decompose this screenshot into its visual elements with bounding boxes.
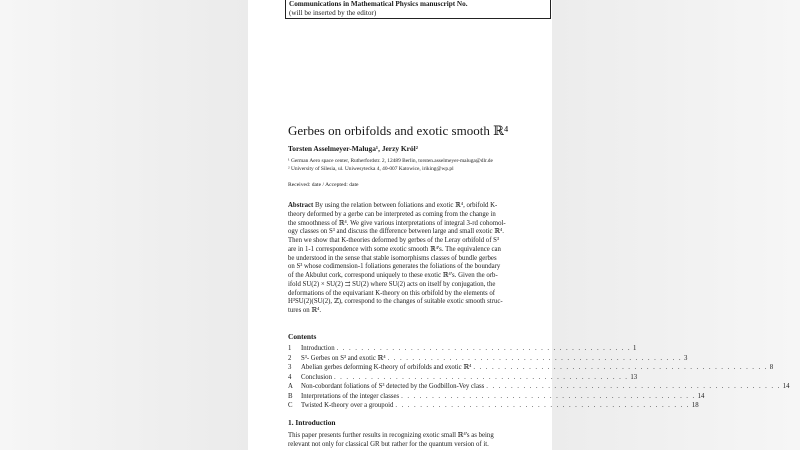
- toc-label: Conclusion: [301, 373, 332, 381]
- toc-label: Introduction: [301, 345, 335, 352]
- toc-number: C: [288, 402, 293, 410]
- toc-label: Non-cobordant foliations of S³ detected by the Godbillon-Vey class: [301, 383, 485, 391]
- toc-number: A: [288, 383, 293, 391]
- toc-leader: . . . . . . . . . . . . . . . . . . . . . . . . . . . . . . . . . . . . . . . . . . . . . . . .: [387, 354, 683, 362]
- paper-page: [248, 0, 790, 450]
- toc-page-number: 3: [684, 354, 688, 362]
- journal-header-box: [285, 0, 551, 19]
- affiliation-2: ² University of Silesia, ul. Uniwesytecka 4, 40-007 Katowice, iriking@wp.pl: [288, 166, 454, 172]
- abstract-line: be understood in the sense that stable isomorphisms classes of bundle gerbes: [288, 254, 497, 262]
- abstract-line: ifold SU(2) × SU(2) ⇉ SU(2) where SU(2) acts on itself by conjugation, the: [288, 280, 496, 288]
- toc-page-number: 18: [691, 402, 699, 410]
- toc-page-number: 8: [769, 364, 774, 372]
- abstract-line: Then we show that K-theories deformed by gerbes of the Leray orbifold of S³: [288, 237, 499, 244]
- abstract-line: tures on ℝ⁴.: [288, 307, 322, 314]
- toc-page-number: 14: [697, 392, 705, 400]
- toc-label: S³- Gerbes on S³ and exotic ℝ⁴: [301, 354, 386, 362]
- editor-note: (will be inserted by the editor): [289, 9, 377, 17]
- abstract: [288, 202, 552, 316]
- toc-page-number: 1: [633, 345, 637, 352]
- author-list: Torsten Asselmeyer-Maluga¹, Jerzy Król²: [288, 144, 418, 153]
- abstract-line: H³SU(2)(SU(2), ℤ), correspond to the changes of suitable exotic smooth struc-: [288, 298, 503, 306]
- table-of-contents: [288, 344, 790, 411]
- toc-leader: . . . . . . . . . . . . . . . . . . . . . . . . . . . . . . . . . . . . . . . . . . . . . . . .: [395, 402, 690, 410]
- toc-number: B: [288, 392, 293, 400]
- toc-page-number: 14: [782, 383, 790, 391]
- abstract-line: on S³ whose codimension-1 foliations generates the foliations of the boundary: [288, 263, 501, 271]
- abstract-line: the smoothness of ℝ⁴. We give various interpretations of integral 3-rd cohomol-: [288, 219, 506, 227]
- toc-entry-introduction[interactable]: [288, 344, 637, 354]
- journal-name: Communications in Mathematical Physics manuscript No.: [289, 0, 468, 8]
- abstract-line: deformations of the equivariant K-theory on this orbifold by the elements of: [288, 289, 496, 297]
- toc-label: Interpretations of the integer classes: [301, 392, 400, 400]
- affiliation-1: ¹ German Aero space center, Rutherfordstr. 2, 12489 Berlin, torsten.asselmeyer-maluga@dlr.de: [288, 158, 493, 164]
- abstract-line: are in 1-1 correspondence with some exotic smooth ℝ⁴'s. The equivalence can: [288, 245, 501, 253]
- toc-leader: . . . . . . . . . . . . . . . . . . . . . . . . . . . . . . . . . . . . . . . . . . . . . . . .: [333, 373, 629, 381]
- introduction-line: This paper presents further results in recognizing exotic small ℝ⁴'s as being: [288, 432, 494, 439]
- toc-number: 4: [288, 373, 292, 381]
- toc-label: Abelian gerbes deforming K-theory of orbifolds and exotic ℝ⁴: [301, 364, 472, 372]
- toc-leader: . . . . . . . . . . . . . . . . . . . . . . . . . . . . . . . . . . . . . . . . . . . . . . . .: [336, 345, 632, 352]
- abstract-label: Abstract: [288, 202, 314, 209]
- toc-leader: . . . . . . . . . . . . . . . . . . . . . . . . . . . . . . . . . . . . . . . . . . . . . . . .: [401, 392, 696, 400]
- toc-entry-appendix-c[interactable]: [288, 401, 699, 411]
- paper-title: Gerbes on orbifolds and exotic smooth ℝ⁴: [288, 123, 509, 138]
- abstract-line: ogy classes on S³ and discuss the difference between large and small exotic ℝ⁴.: [288, 228, 504, 236]
- toc-number: 3: [288, 364, 292, 372]
- toc-entry-appendix-a[interactable]: [288, 382, 790, 392]
- left-backdrop: [0, 0, 248, 450]
- toc-number: 2: [288, 354, 292, 362]
- abstract-line: Abstract By using the relation between foliations and exotic ℝ⁴, orbifold K-: [288, 202, 498, 209]
- toc-entry-abelian-gerbes[interactable]: [288, 363, 774, 373]
- received-date: Received: date / Accepted: date: [288, 182, 359, 188]
- section-heading-introduction: 1. Introduction: [288, 418, 336, 427]
- abstract-line: of the Akbulut cork, correspond uniquely to these exotic ℝ⁴'s. Given the orb-: [288, 272, 498, 279]
- contents-heading: Contents: [288, 332, 317, 341]
- toc-number: 1: [288, 345, 292, 352]
- abstract-line: theory deformed by a gerbe can be interpreted as coming from the change in: [288, 210, 496, 218]
- toc-entry-appendix-b[interactable]: [288, 392, 705, 402]
- toc-leader: . . . . . . . . . . . . . . . . . . . . . . . . . . . . . . . . . . . . . . . . . . . . . . . .: [486, 383, 781, 391]
- introduction-line: relevant not only for classical GR but rather for the quantum version of it.: [288, 441, 489, 448]
- introduction-body: [288, 431, 552, 449]
- toc-leader: . . . . . . . . . . . . . . . . . . . . . . . . . . . . . . . . . . . . . . . . . . . . . . . .: [473, 364, 768, 372]
- toc-label: Twisted K-theory over a groupoid: [301, 402, 394, 410]
- toc-entry-conclusion[interactable]: [288, 373, 638, 383]
- toc-page-number: 13: [630, 373, 638, 381]
- toc-entry-gerbes-on-s3[interactable]: [288, 354, 688, 364]
